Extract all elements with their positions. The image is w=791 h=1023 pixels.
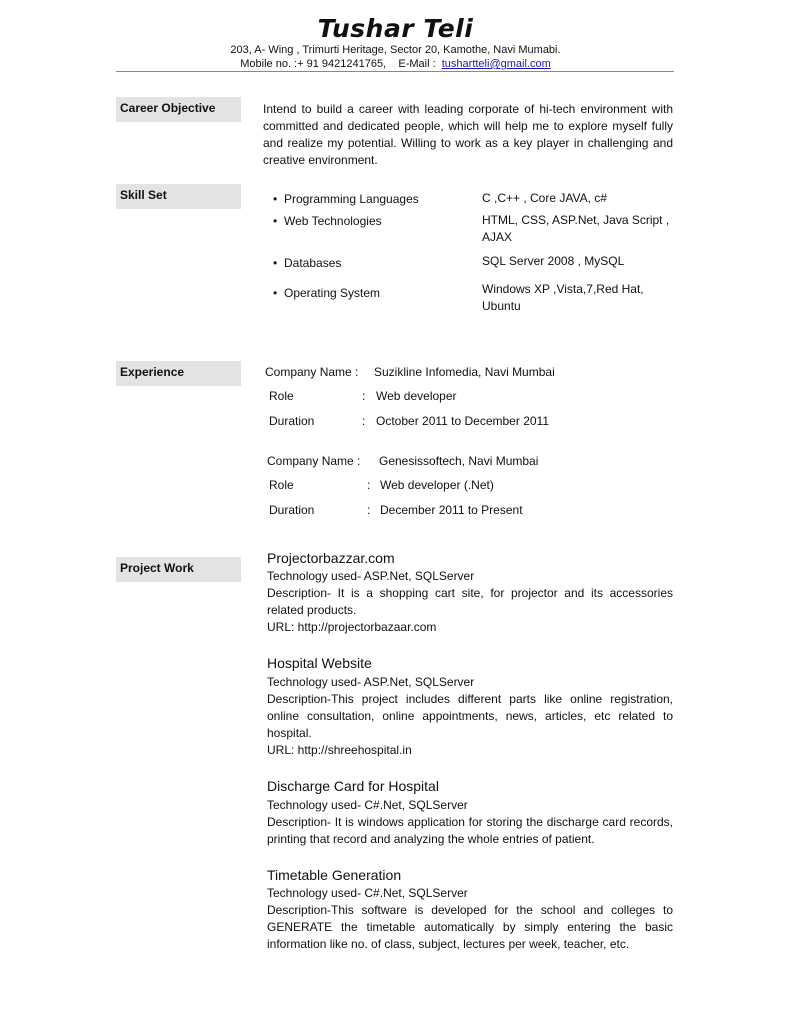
skill-name: Databases: [284, 256, 342, 270]
section-label-experience: Experience: [116, 361, 241, 386]
contact-line: [0, 58, 791, 70]
project-tech: Technology used- C#.Net, SQLServer: [267, 798, 468, 812]
role-label: Role: [269, 478, 294, 492]
duration-value: October 2011 to December 2011: [376, 414, 549, 428]
skill-value: C ,C++ , Core JAVA, c#: [482, 191, 607, 205]
skill-item: [273, 213, 382, 230]
skill-value: HTML, CSS, ASP.Net, Java Script , AJAX: [482, 213, 670, 244]
mobile-text: Mobile no. :+ 91 9421241765, E-Mail :: [240, 58, 442, 70]
bullet-icon: •: [273, 286, 278, 300]
company-name: Genesissoftech, Navi Mumbai: [379, 454, 539, 468]
header-divider: [116, 71, 674, 72]
skill-name: Operating System: [284, 286, 381, 300]
project-title: Discharge Card for Hospital: [267, 778, 439, 794]
project-description: Description-This software is developed for the school and colleges to GENERATE the timetable automatically by simply entering the basic information like no. of class, subject, lectures per week, teacher, etc.: [267, 903, 673, 951]
role-value: Web developer: [376, 389, 457, 403]
career-objective-text: Intend to build a career with leading corporate of hi-tech environment with committed and dedicated people, which will help me to explore myself fully and realize my potential. Willing to work as a key player in challenging and creative environment.: [263, 102, 673, 167]
project-tech: Technology used- C#.Net, SQLServer: [267, 886, 468, 900]
role-colon: :: [367, 478, 371, 492]
role-label: Role: [269, 389, 294, 403]
project-title: Projectorbazzar.com: [267, 550, 395, 566]
role-colon: :: [362, 389, 366, 403]
duration-label: Duration: [269, 414, 315, 428]
duration-colon: :: [362, 414, 366, 428]
duration-label: Duration: [269, 503, 315, 517]
bullet-icon: •: [273, 214, 278, 228]
project-description: Description-This project includes different parts like online registration, online consultation, online appointments, news, articles, etc related to hospital.: [267, 692, 673, 740]
candidate-name: Tushar Teli: [317, 14, 474, 43]
company-label: Company Name :: [267, 454, 361, 468]
company-label: Company Name :: [265, 365, 359, 379]
skill-item: [273, 255, 341, 272]
duration-colon: :: [367, 503, 371, 517]
email-link[interactable]: tushartteli@gmail.com: [441, 58, 551, 70]
project-tech: Technology used- ASP.Net, SQLServer: [267, 569, 475, 583]
address-line: 203, A- Wing , Trimurti Heritage, Sector 20, Kamothe, Navi Mumabi.: [230, 44, 561, 56]
project-description: Description- It is a shopping cart site, for projector and its accessories related products.: [267, 586, 673, 617]
skill-value: SQL Server 2008 , MySQL: [482, 254, 625, 268]
duration-value: December 2011 to Present: [380, 503, 523, 517]
skill-name: Web Technologies: [284, 214, 382, 228]
project-url: URL: http://shreehospital.in: [267, 743, 412, 757]
skill-name: Programming Languages: [284, 192, 419, 206]
company-name: Suzikline Infomedia, Navi Mumbai: [374, 365, 555, 379]
skill-value: Windows XP ,Vista,7,Red Hat, Ubuntu: [482, 282, 644, 313]
skill-item: [273, 285, 380, 302]
project-url: URL: http://projectorbazaar.com: [267, 620, 437, 634]
project-tech: Technology used- ASP.Net, SQLServer: [267, 675, 475, 689]
section-label-skill-set: Skill Set: [116, 184, 241, 209]
project-title: Hospital Website: [267, 655, 372, 671]
section-label-project-work: Project Work: [116, 557, 241, 582]
project-description: Description- It is windows application for storing the discharge card records, printing that record and analyzing the whole entries of patient.: [267, 815, 673, 846]
section-label-career-objective: Career Objective: [116, 97, 241, 122]
project-title: Timetable Generation: [267, 867, 402, 883]
role-value: Web developer (.Net): [380, 478, 494, 492]
bullet-icon: •: [273, 192, 278, 206]
skill-item: [273, 191, 419, 208]
bullet-icon: •: [273, 256, 278, 270]
